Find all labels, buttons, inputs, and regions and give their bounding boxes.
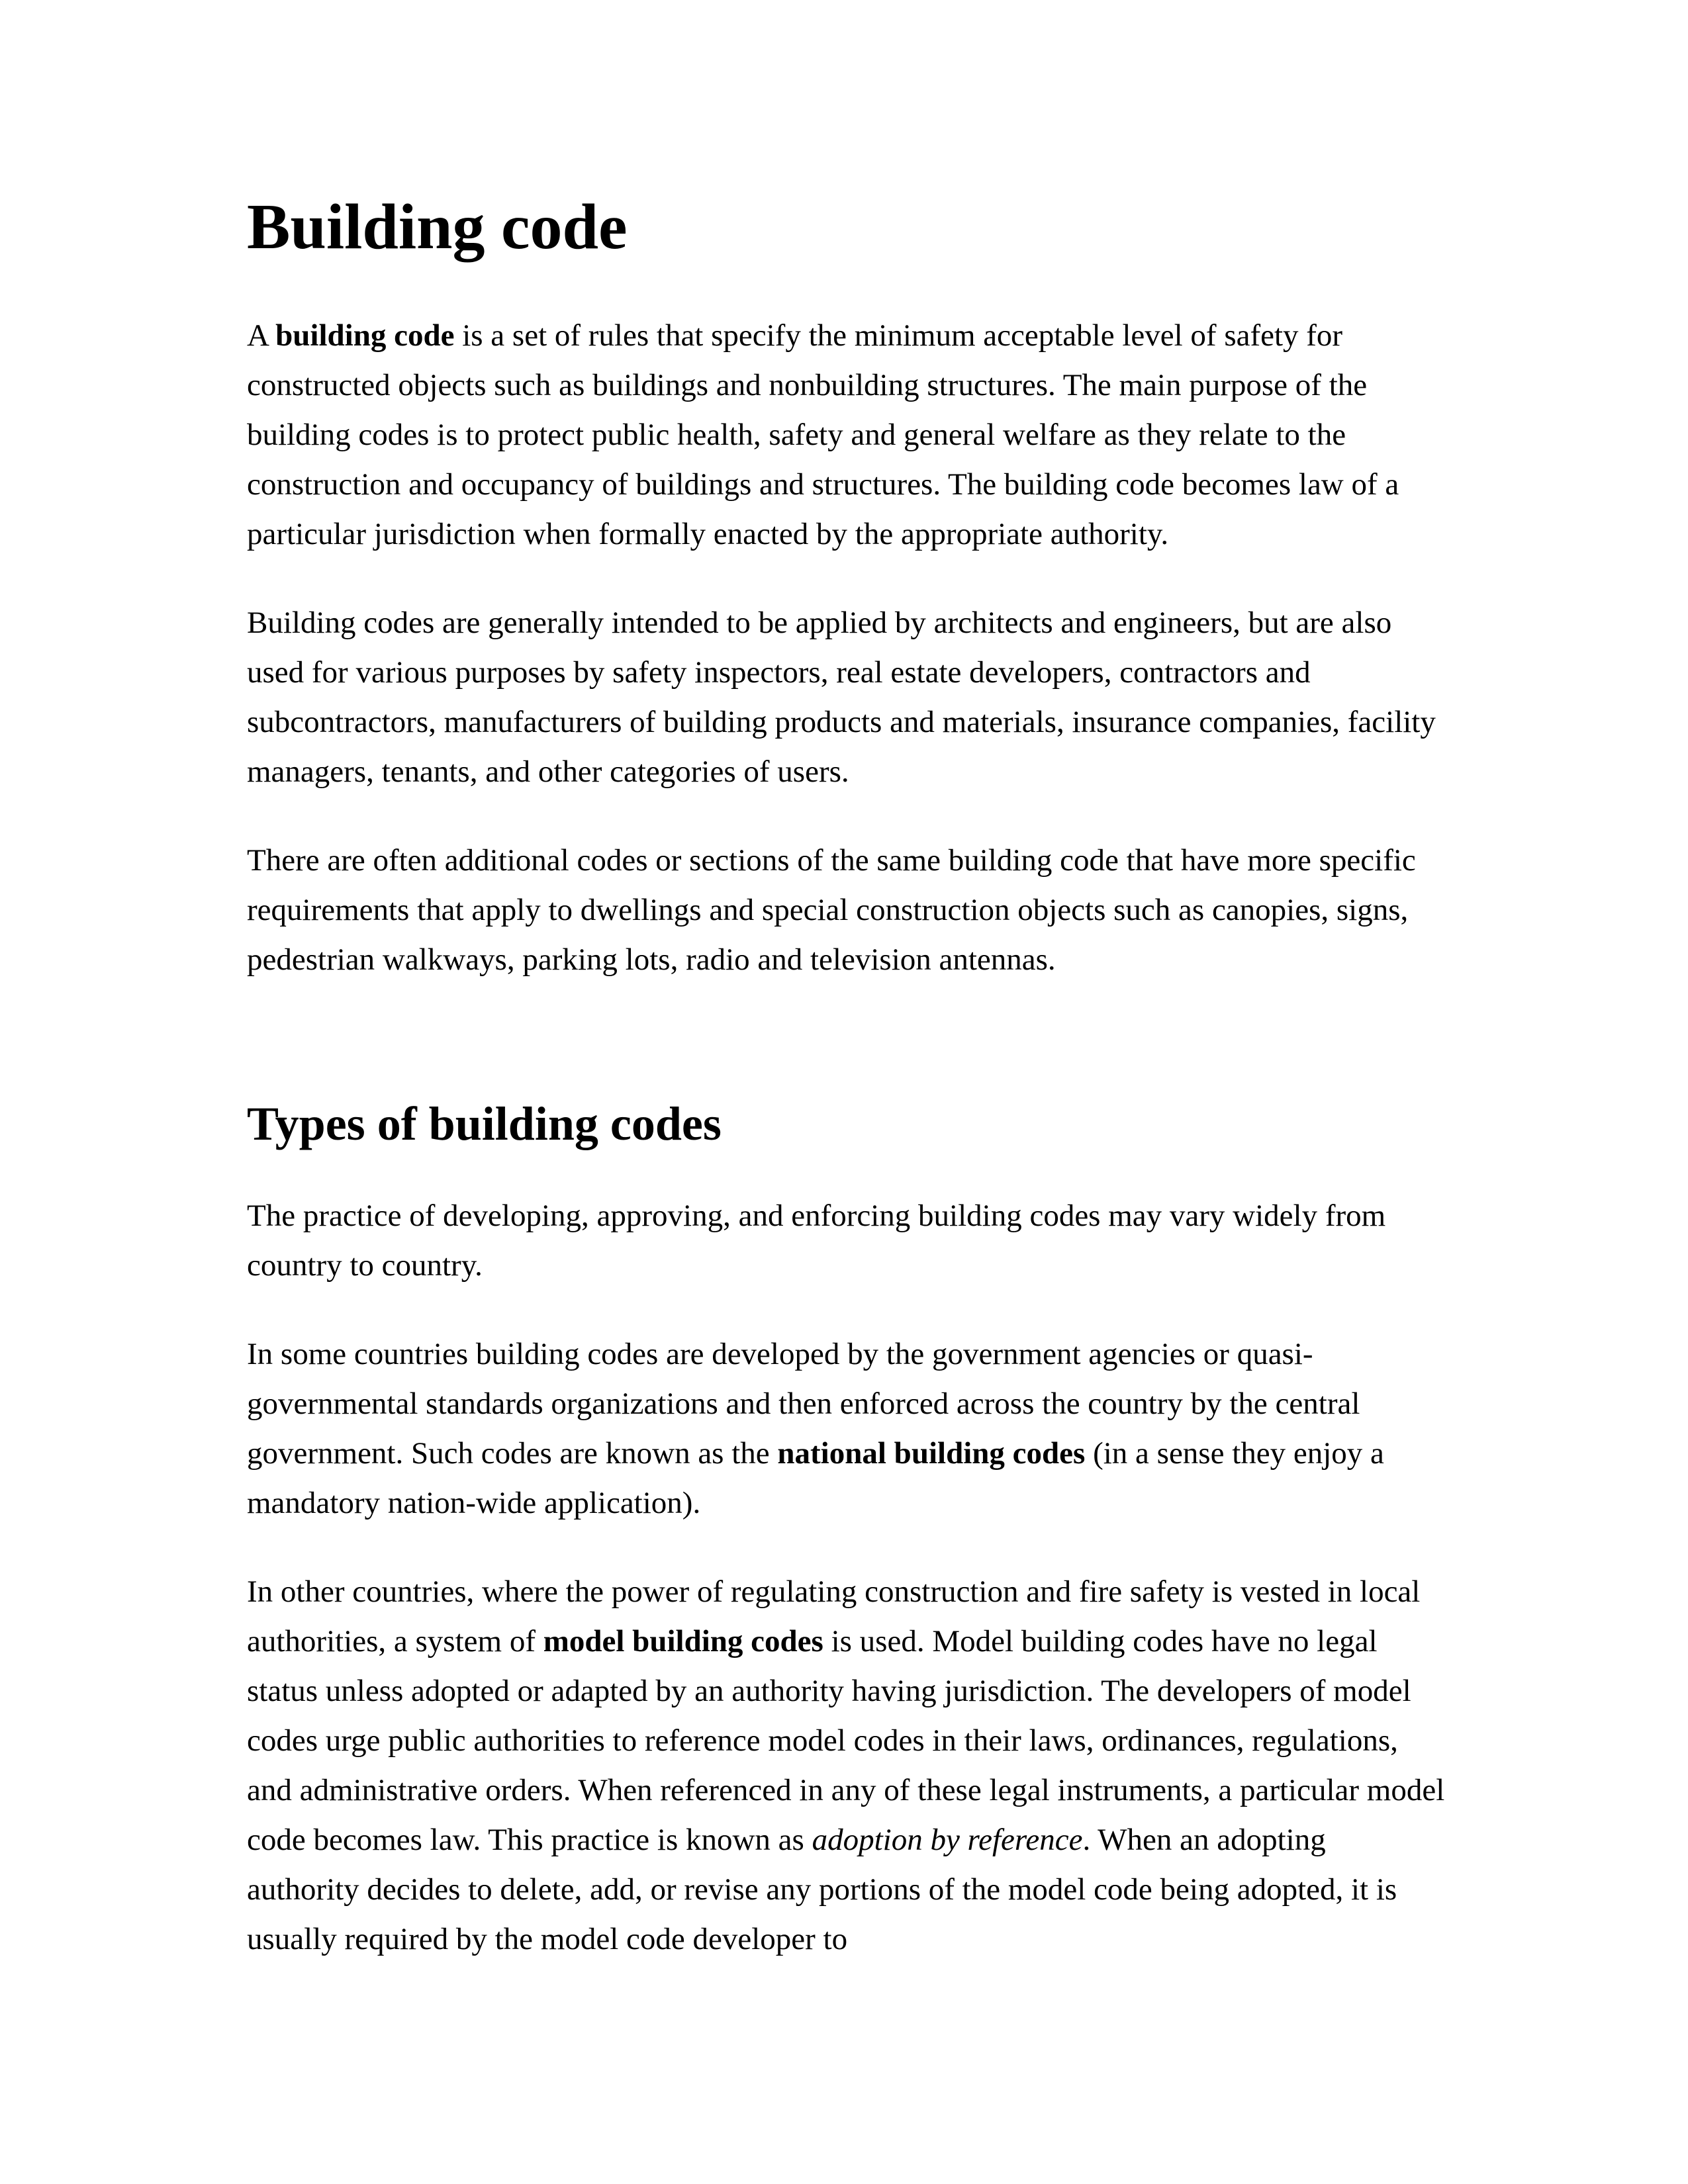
types-paragraph-3 (247, 1567, 1445, 1964)
types-p3-text-a: In other countries, where the power of regulating construction and fire safety is vested in local authorities, a system of (247, 1574, 1421, 1659)
term-national-building-codes: national building codes (777, 1435, 1086, 1471)
term-building-code: building code (275, 318, 455, 353)
page-title: Building code (247, 191, 628, 263)
intro-p1-text-a: A (247, 318, 276, 353)
types-p3-text-c: is used. Model building codes have no legal status unless adopted or adapted by an authority having jurisdiction. The developers of model codes urge public authorities to reference model codes in their laws, ordinances, regulations, and administrative orders. When referenced in any of these legal instruments, a particular model code becomes law. This practice is known as (247, 1623, 1445, 1857)
document-page (247, 192, 1445, 2003)
intro-p1-text-c: is a set of rules that specify the minimum acceptable level of safety for constructed objects such as buildings and nonbuilding structures. The main purpose of the building codes is to protect public health, safety and general welfare as they relate to the construction and occupancy of buildings and structures. The building code becomes law of a particular jurisdiction when formally enacted by the appropriate authority. (247, 318, 1399, 551)
types-p3-text-e: . When an adopting authority decides to delete, add, or revise any portions of the model code being adopted, it is usually required by the model code developer to (247, 1822, 1397, 1956)
intro-paragraph-1 (247, 311, 1445, 559)
types-paragraph-1: The practice of developing, approving, and enforcing building codes may vary widely from country to country. (247, 1198, 1386, 1283)
types-p2-text-c: (in a sense they enjoy a mandatory nation-wide application). (247, 1435, 1384, 1520)
term-adoption-by-reference: adoption by reference (812, 1822, 1083, 1857)
types-paragraph-2 (247, 1330, 1445, 1528)
intro-paragraph-3: There are often additional codes or sections of the same building code that have more specific requirements that apply to dwellings and special construction objects such as canopies, signs, pedestrian walkways, parking lots, radio and television antennas. (247, 842, 1416, 977)
types-p2-text-a: In some countries building codes are developed by the government agencies or quasi-governmental standards organizations and then enforced across the country by the central government. Such codes are known as the (247, 1336, 1360, 1471)
section-heading-types: Types of building codes (247, 1097, 722, 1150)
section-spacer (247, 1024, 1445, 1098)
intro-paragraph-2: Building codes are generally intended to be applied by architects and engineers, but are also used for various purposes by safety inspectors, real estate developers, contractors and subcontractors, manufacturers of building products and materials, insurance companies, facility managers, tenants, and other categories of users. (247, 605, 1436, 789)
term-model-building-codes: model building codes (543, 1623, 823, 1659)
